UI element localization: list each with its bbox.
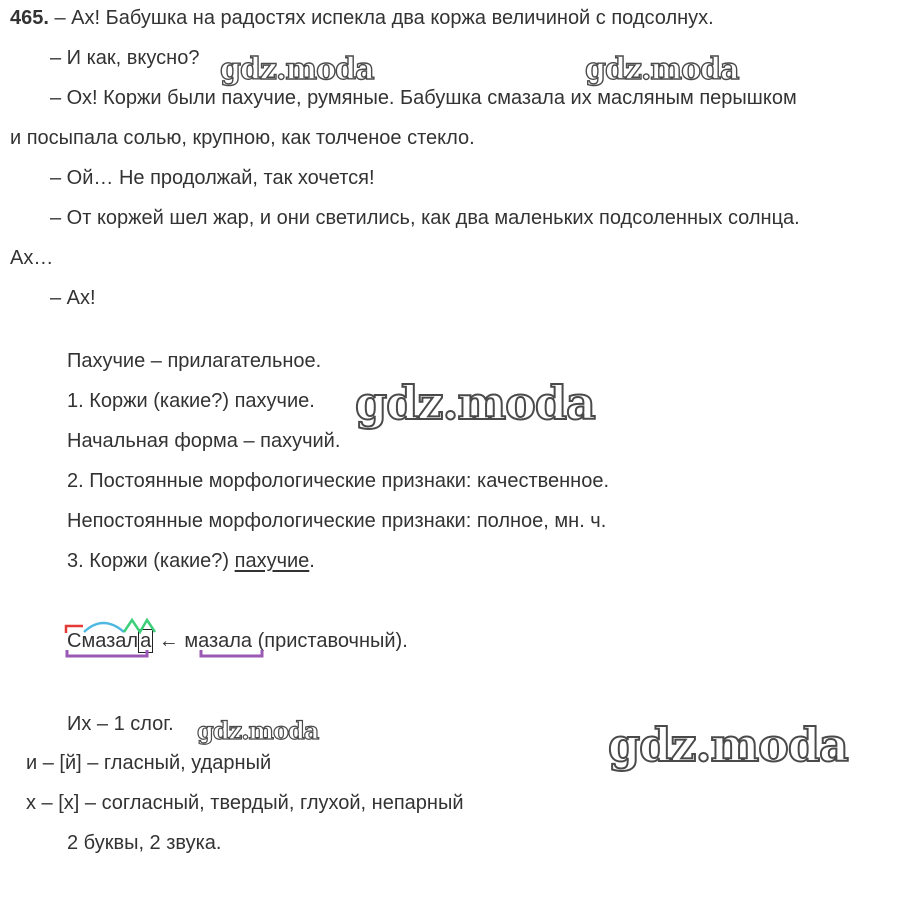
watermark: gdz.moda [355, 376, 595, 430]
dialogue-line: – Ох! Коржи были пахучие, румяные. Бабушка смазала их масляным перышком [50, 87, 797, 109]
analysis-title: Пахучие – прилагательное. [67, 350, 322, 372]
underlined-word: пахучие [234, 550, 310, 572]
analyzed-word-stem: Смазал [67, 630, 139, 652]
dialogue-line: – И как, вкусно? [50, 47, 200, 69]
prefix-mark [66, 626, 83, 633]
base-mark-source [201, 650, 262, 656]
base-mark-word [67, 650, 147, 656]
analyzed-word-ending: а [140, 630, 152, 652]
watermark: gdz.moda [197, 716, 319, 745]
point-3-suffix: . [309, 550, 315, 572]
phonetics-title: Их – 1 слог. [67, 713, 174, 735]
analysis-point-1: 1. Коржи (какие?) пахучие. [67, 390, 315, 412]
phonetics-line-2: х – [х] – согласный, твердый, глухой, непарный [26, 792, 464, 814]
analysis-nonconstant: Непостоянные морфологические признаки: полное, мн. ч. [67, 510, 607, 532]
watermark: gdz.moda [220, 52, 374, 87]
derivation-arrow: ← [158, 630, 179, 652]
watermark: gdz.moda [585, 52, 739, 87]
root-mark [84, 623, 124, 632]
dialogue-line: – От коржей шел жар, и они светились, как два маленьких подсоленных солнца. [50, 207, 800, 229]
dialogue-line: Ах… [10, 247, 54, 269]
dialogue-line: и посыпала солью, крупною, как толченое стекло. [10, 127, 475, 149]
dialogue-line: – Ах! [50, 287, 96, 309]
dialogue-line: – Ах! Бабушка на радостях испекла два коржа величиной с подсолнух. [54, 7, 714, 29]
suffix-mark [124, 620, 155, 632]
point-3-prefix: 3. Коржи (какие?) [67, 550, 235, 572]
analysis-initial-form: Начальная форма – пахучий. [67, 430, 341, 452]
formation-note: (приставочный). [252, 630, 408, 652]
phonetics-line-1: и – [й] – гласный, ударный [26, 752, 272, 774]
exercise-number: 465. [10, 7, 49, 29]
analysis-point-2: 2. Постоянные морфологические признаки: качественное. [67, 470, 610, 492]
source-word: мазала [184, 630, 253, 652]
watermark: gdz.moda [608, 718, 848, 772]
dialogue-line: – Ой… Не продолжай, так хочется! [50, 167, 375, 189]
phonetics-summary: 2 буквы, 2 звука. [67, 832, 222, 854]
